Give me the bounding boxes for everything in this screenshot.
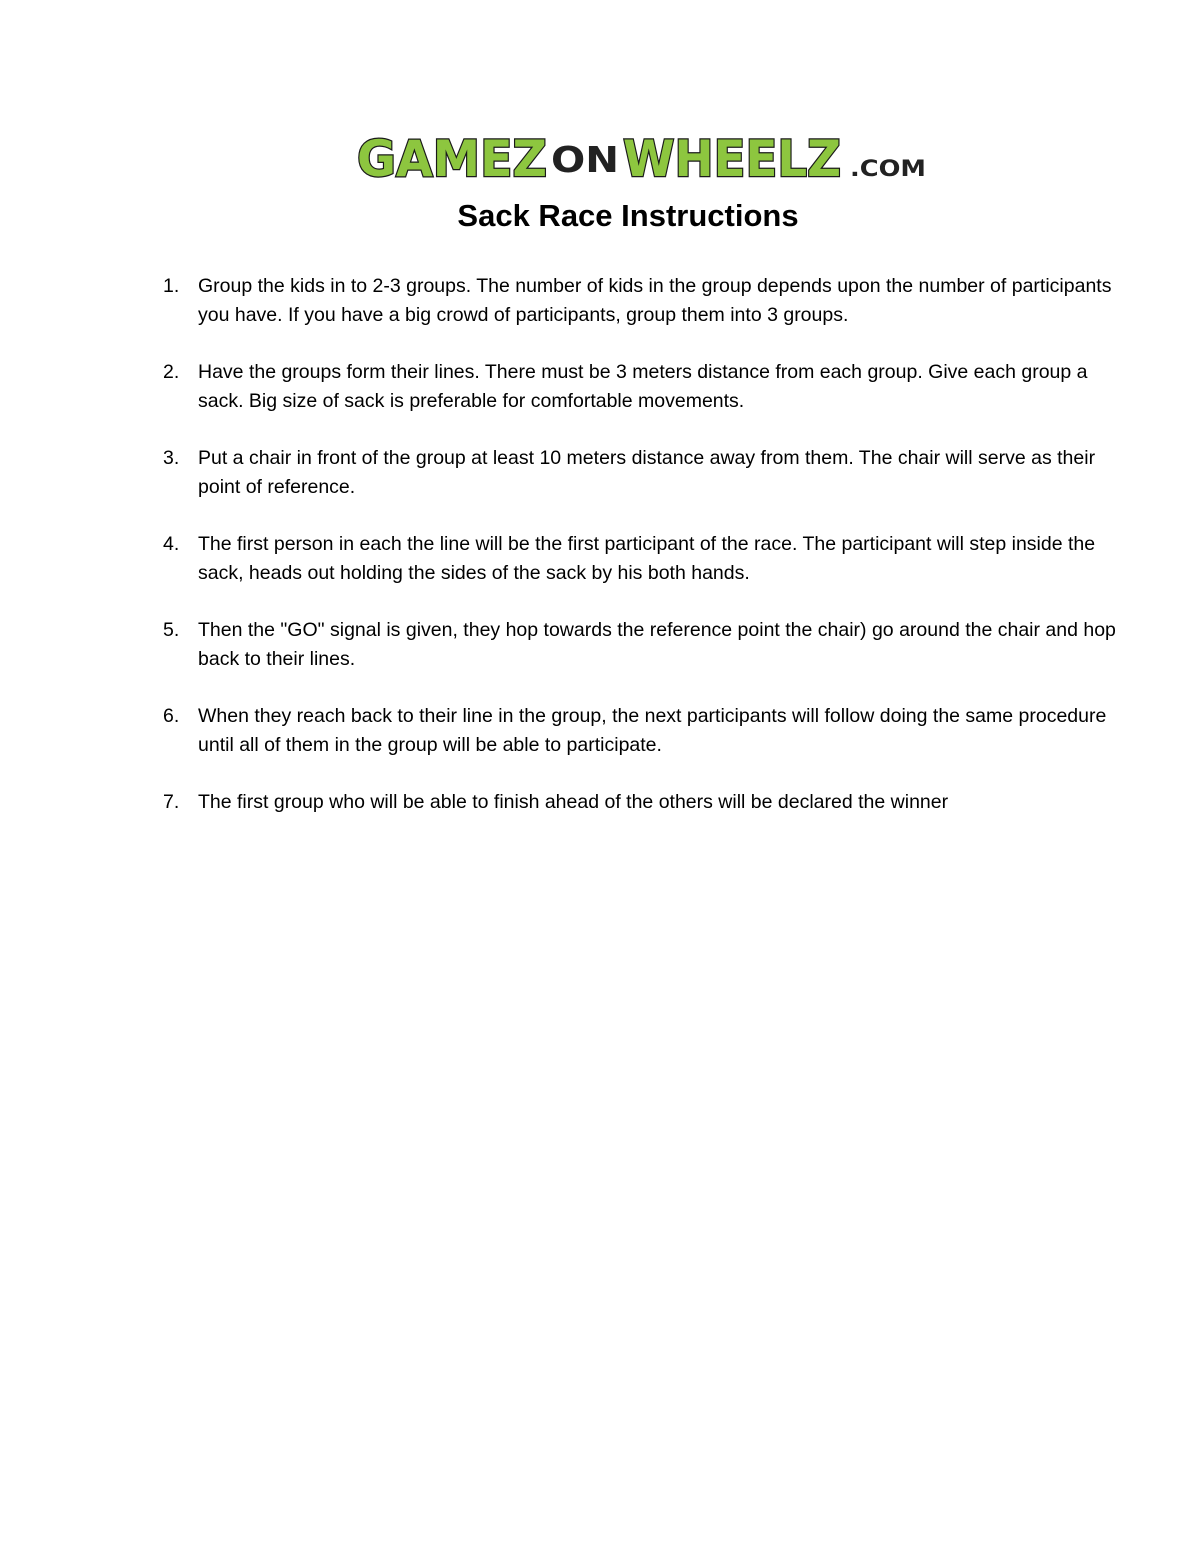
- list-item: [160, 702, 1135, 759]
- page-title: Sack Race Instructions: [457, 198, 799, 233]
- list-item: [160, 272, 1135, 329]
- list-item: [160, 530, 1135, 587]
- step-text: Then the "GO" signal is given, they hop towards the reference point the chair) go around the chair and hop back to their lines.: [198, 619, 1116, 670]
- list-item: [160, 444, 1135, 501]
- list-item: [160, 358, 1135, 415]
- step-number: 2.: [163, 361, 180, 383]
- step-number: 4.: [163, 533, 180, 555]
- logo-on: ON: [551, 140, 619, 181]
- logo-gamez: GAMEZ: [357, 130, 547, 184]
- logo-wheelz: WHEELZ: [623, 130, 841, 184]
- logo-dotcom: .COM: [850, 157, 926, 182]
- gamezonwheelz-logo: [355, 126, 930, 184]
- step-text: The first group who will be able to finish ahead of the others will be declared the winner: [198, 791, 949, 813]
- step-text: Have the groups form their lines. There must be 3 meters distance from each group. Give each group a sack. Big size of sack is preferable for comfortable movements.: [198, 361, 1088, 412]
- instruction-list: [160, 272, 1135, 846]
- step-number: 5.: [163, 619, 180, 641]
- step-number: 6.: [163, 705, 180, 727]
- step-number: 7.: [163, 791, 180, 813]
- step-number: 3.: [163, 447, 180, 469]
- step-number: 1.: [163, 275, 180, 297]
- step-text: The first person in each the line will be the first participant of the race. The participant will step inside the sack, heads out holding the sides of the sack by his both hands.: [198, 533, 1096, 584]
- list-item: [160, 788, 1135, 817]
- step-text: Put a chair in front of the group at least 10 meters distance away from them. The chair will serve as their point of reference.: [198, 447, 1096, 498]
- list-item: [160, 616, 1135, 673]
- step-text: Group the kids in to 2-3 groups. The number of kids in the group depends upon the number of participants you have. If you have a big crowd of participants, group them into 3 groups.: [198, 275, 1112, 326]
- logo-graphic: [355, 126, 930, 184]
- step-text: When they reach back to their line in the group, the next participants will follow doing the same procedure until all of them in the group will be able to participate.: [198, 705, 1107, 756]
